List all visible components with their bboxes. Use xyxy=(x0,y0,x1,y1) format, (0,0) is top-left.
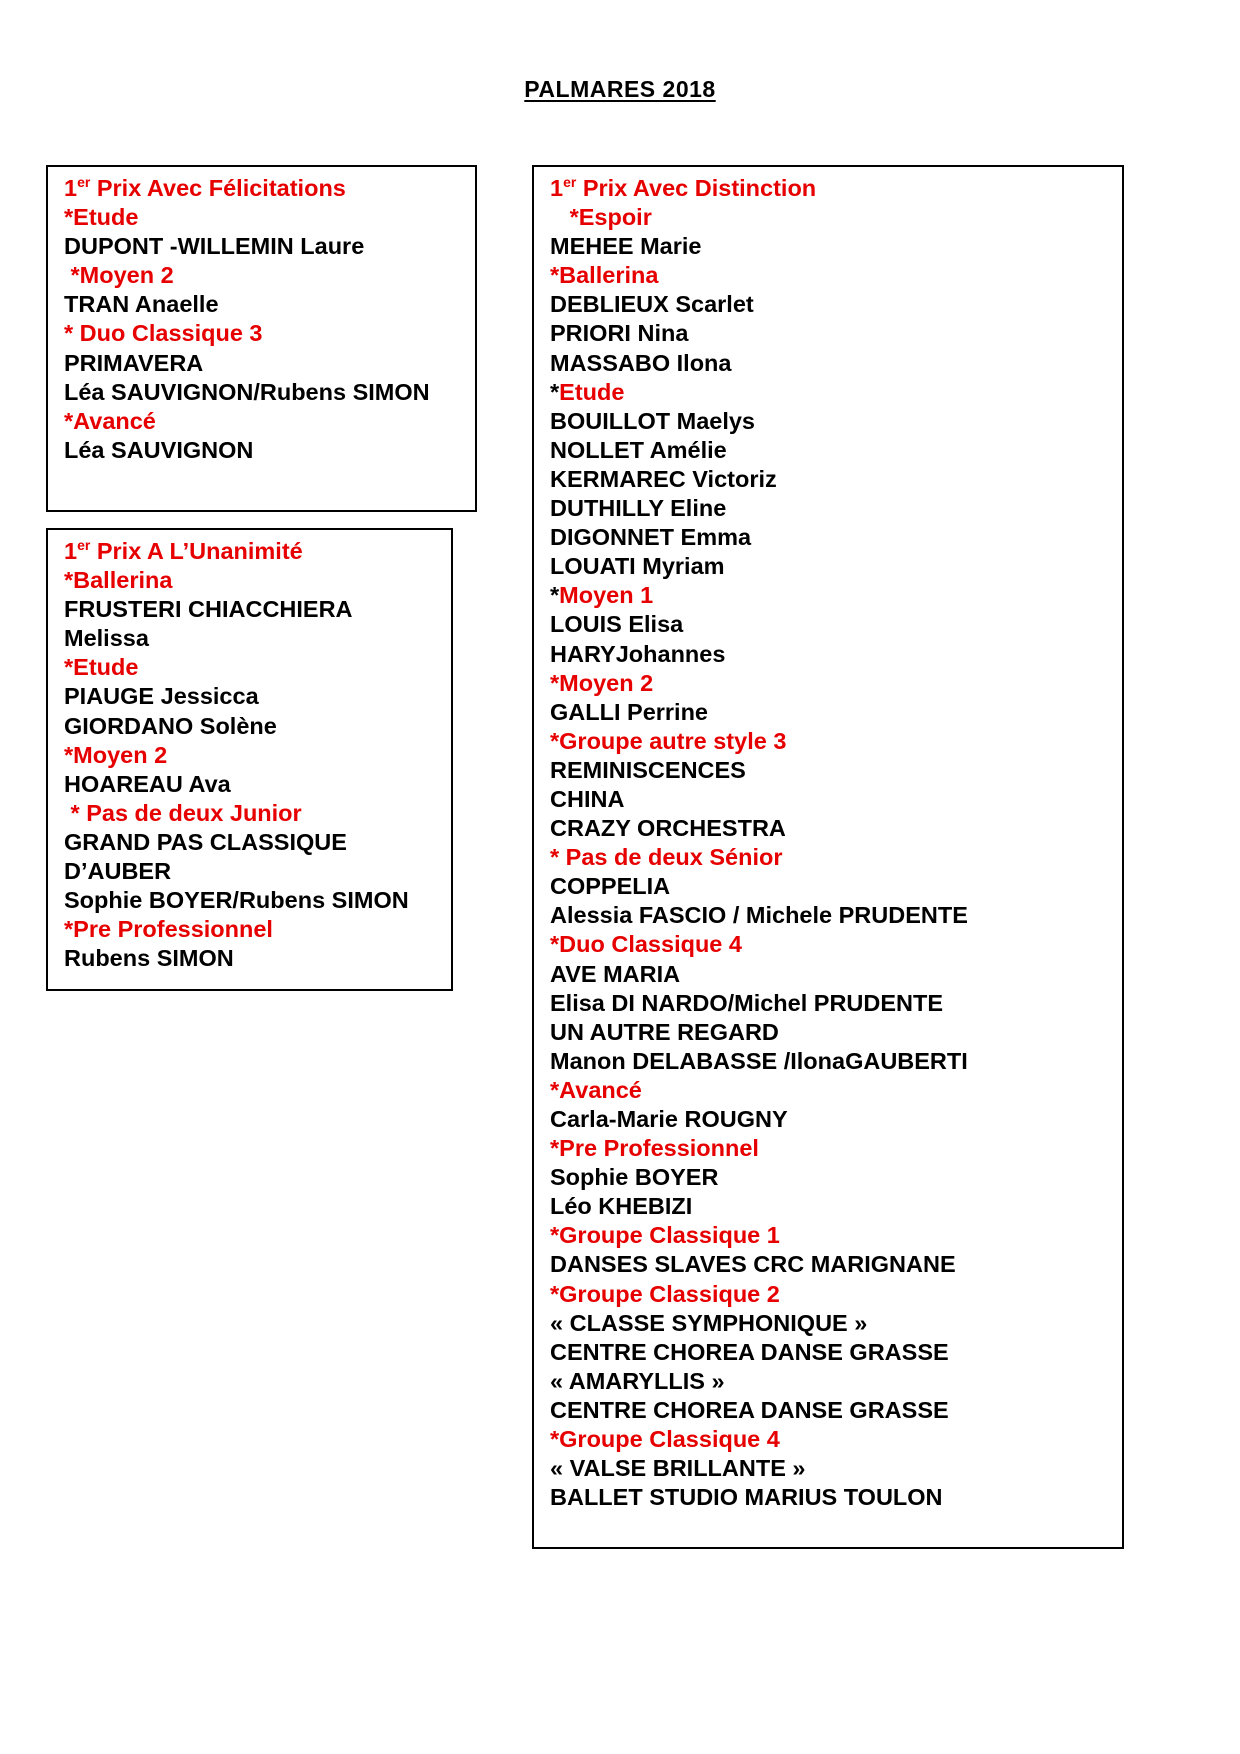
category-label: *Pre Professionnel xyxy=(550,1135,759,1162)
category-text: Moyen 1 xyxy=(559,582,654,609)
category-label: *Avancé xyxy=(64,407,156,434)
category-label: *Moyen 2 xyxy=(64,741,168,768)
winner-entry: TRAN Anaelle xyxy=(64,291,219,318)
category-label: * Pas de deux Junior xyxy=(64,799,302,826)
category-marker: * xyxy=(550,378,560,405)
winner-entry: Léa SAUVIGNON xyxy=(64,436,254,463)
category-label: *Ballerina xyxy=(550,262,659,289)
winner-entry: DEBLIEUX Scarlet xyxy=(550,291,754,318)
winner-entry: KERMAREC Victoriz xyxy=(550,465,777,492)
category-label: *Duo Classique 4 xyxy=(550,931,742,958)
winner-entry: Melissa xyxy=(64,625,149,652)
winner-entry: MASSABO Ilona xyxy=(550,349,732,376)
winner-entry: CENTRE CHOREA DANSE GRASSE xyxy=(550,1338,949,1365)
winner-entry: CRAZY ORCHESTRA xyxy=(550,815,786,842)
winner-entry: « CLASSE SYMPHONIQUE » xyxy=(550,1309,868,1336)
heading-superscript: er xyxy=(563,174,577,190)
winner-entry: HARYJohannes xyxy=(550,640,726,667)
category-label: *Moyen 2 xyxy=(550,669,654,696)
heading-number: 1 xyxy=(64,538,78,564)
winner-entry: MEHEE Marie xyxy=(550,233,702,260)
winner-entry: REMINISCENCES xyxy=(550,756,746,783)
winner-entry: LOUATI Myriam xyxy=(550,553,725,580)
category-label: *Groupe Classique 2 xyxy=(550,1280,780,1307)
heading-text: Prix Avec Félicitations xyxy=(90,175,346,201)
prize-heading xyxy=(550,174,1114,203)
prize-heading xyxy=(64,537,443,566)
heading-text: Prix A L’Unanimité xyxy=(90,538,303,564)
winner-entry: « VALSE BRILLANTE » xyxy=(550,1455,806,1482)
prize-list xyxy=(550,174,1114,1512)
winner-entry: NOLLET Amélie xyxy=(550,436,727,463)
winner-entry: Alessia FASCIO / Michele PRUDENTE xyxy=(550,902,968,929)
category-marker: * xyxy=(550,582,560,609)
category-label: *Espoir xyxy=(550,204,652,231)
category-label: *Ballerina xyxy=(64,567,173,594)
heading-number: 1 xyxy=(64,175,78,201)
category-label: * Pas de deux Sénior xyxy=(550,844,783,871)
category-label: *Etude xyxy=(64,204,139,231)
heading-superscript: er xyxy=(77,537,91,553)
winner-entry: COPPELIA xyxy=(550,873,671,900)
prize-heading xyxy=(64,174,467,203)
winner-entry: PRIMAVERA xyxy=(64,349,204,376)
heading-superscript: er xyxy=(77,174,91,190)
category-label: * Duo Classique 3 xyxy=(64,320,263,347)
winner-entry: DIGONNET Emma xyxy=(550,524,752,551)
winner-entry: DUTHILLY Eline xyxy=(550,495,727,522)
winner-entry: Rubens SIMON xyxy=(64,945,234,972)
category-label xyxy=(550,581,1114,610)
category-label: *Moyen 2 xyxy=(64,262,174,289)
prize-list xyxy=(64,537,443,973)
prize-box-distinction xyxy=(532,165,1124,1549)
winner-entry: Léo KHEBIZI xyxy=(550,1193,693,1220)
winner-entry: BALLET STUDIO MARIUS TOULON xyxy=(550,1484,943,1511)
winner-entry: PRIORI Nina xyxy=(550,320,689,347)
category-label: *Avancé xyxy=(550,1076,642,1103)
winner-entry: Léa SAUVIGNON/Rubens SIMON xyxy=(64,378,430,405)
winner-entry: Sophie BOYER/Rubens SIMON xyxy=(64,887,409,914)
category-label: *Etude xyxy=(64,654,139,681)
winner-entry: CENTRE CHOREA DANSE GRASSE xyxy=(550,1396,949,1423)
winner-entry: D’AUBER xyxy=(64,858,172,885)
category-label: *Pre Professionnel xyxy=(64,916,273,943)
winner-entry: DUPONT -WILLEMIN Laure xyxy=(64,233,365,260)
winner-entry: « AMARYLLIS » xyxy=(550,1367,725,1394)
winner-entry: Carla-Marie ROUGNY xyxy=(550,1106,788,1132)
winner-entry: Elisa DI NARDO/Michel PRUDENTE xyxy=(550,989,944,1016)
category-label xyxy=(550,378,1114,407)
category-label: *Groupe Classique 4 xyxy=(550,1426,780,1453)
winner-entry: CHINA xyxy=(550,785,625,812)
winner-entry: HOAREAU Ava xyxy=(64,770,231,797)
winner-entry: Manon DELABASSE /IlonaGAUBERTI xyxy=(550,1047,968,1074)
category-label: *Groupe Classique 1 xyxy=(550,1222,780,1249)
winner-entry: FRUSTERI CHIACCHIERA xyxy=(64,596,353,623)
winner-entry: UN AUTRE REGARD xyxy=(550,1018,779,1045)
prize-box-felicitations xyxy=(46,165,477,512)
prize-list xyxy=(64,174,467,465)
winner-entry: AVE MARIA xyxy=(550,960,681,987)
page-title: PALMARES 2018 xyxy=(524,76,716,102)
category-label: *Groupe autre style 3 xyxy=(550,727,787,754)
winner-entry: LOUIS Elisa xyxy=(550,611,684,638)
winner-entry: GIORDANO Solène xyxy=(64,712,277,739)
heading-text: Prix Avec Distinction xyxy=(576,175,817,201)
prize-box-unanimite xyxy=(46,528,453,991)
heading-number: 1 xyxy=(550,175,564,201)
winner-entry: DANSES SLAVES CRC MARIGNANE xyxy=(550,1251,956,1278)
winner-entry: PIAUGE Jessicca xyxy=(64,683,259,710)
winner-entry: Sophie BOYER xyxy=(550,1164,719,1191)
winner-entry: BOUILLOT Maelys xyxy=(550,407,756,434)
category-text: Etude xyxy=(559,378,625,405)
winner-entry: GRAND PAS CLASSIQUE xyxy=(64,828,347,855)
winner-entry: GALLI Perrine xyxy=(550,698,709,725)
